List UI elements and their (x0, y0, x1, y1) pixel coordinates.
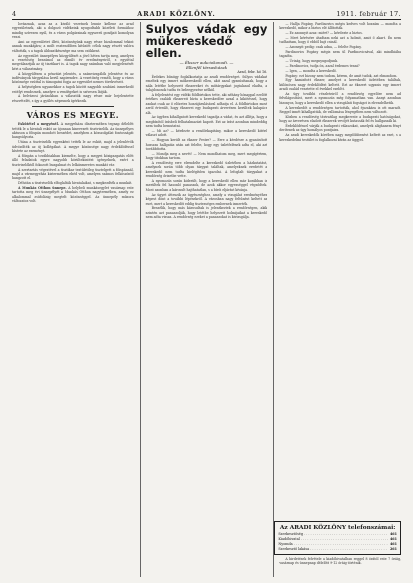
paragraph: Az ügyben kihallgatott kereskedő tagadja a vádat, és azt állítja, hogy a megbízótól írásbeli felhatalmazást kapott. Ezt az írást azonban mindeddig nem tudta bemutatni. (145, 115, 268, 129)
paragraph: Közben a rendőrség táviratilag megkereste a budapesti hatóságokat, hogy az árverésen eladott ékszerek vevőjét kutassák fel és hallgassák ki. (279, 114, 402, 124)
paragraph: Érdeklődéssel várják a budapesti válaszokat, amelyek alighanem fényt derítenek az ügy homályos pontjaira. (279, 124, 402, 133)
paragraph: A nyomozás során kiderült, hogy a kereskedő ellen már korábban is merültek fel hasonló panaszok, de azok akkor egyezséggel végződtek. Most azonban a károsult hajthatatlan, s a bírói eljárást kívánja. (145, 179, 268, 192)
paragraph: — Hallja Fogány, Pardinovics mégis kedves volt hozzám — mondta a kereskedő, mikor a biztos elé állították. (279, 22, 402, 31)
paragraph: Egy hamisított ékszer, amelyet a kereskedő üzletében találtak, különösen nagy érdeklődést keltett. Ezt az ékszert ugyanis egy ismert aradi család vesztette el évekkel ezelőtt. (279, 78, 402, 92)
paragraph: Érdekes bűnügy foglalkoztatja az aradi rendőrséget. Súlyos vádakat emeltek egy ismert műkereskedő ellen, akit azzal gyanúsítanak, hogy a nála letétbe helyezett ékszereket és műtárgyakat jogtalanul eladta, a tulajdonosok tudta és beleegyezése nélkül. (145, 75, 268, 93)
article-subhead-2: Ellenfél társasházak (185, 65, 228, 70)
paragraph: Beszélik, hogy más károsultak is jelentkeztek a rendőrségen, akik szintén azt panaszolják, hogy letétbe helyezett holmijaikat a kereskedő nem adta vissza. A rendőrség ezeket a panaszokat is kivizsgálja. (145, 206, 268, 220)
paragraph: A kereskedőt a rendőrségen tartották, ahol éjszakára is ott maradt. Reggel ismét kihallgatták, de vallomása lényegében nem változott. (279, 105, 402, 115)
paragraph: A helyiségben ugyanekkor a tagok között nagyobb szabású ismerkedő estélyt rendeznek, amelyre a vendégeket is szívesen látják. (12, 85, 134, 94)
masthead (12, 6, 401, 20)
page-number: 4 (12, 10, 17, 18)
telephone-box-title: Az ARADI KÖZLÖNY telefonszámai: (279, 525, 396, 531)
paragraph: A szertartás végeztével a tisztikar testületileg tisztelgett a főispánnál, majd a vármegyeház kistermében ebéd volt, amelyen számos felköszöntő hangzott el. (12, 167, 134, 181)
paragraph: — Ez azonnyit azaz: miért? — kérdezte a biztos. (285, 31, 363, 36)
paragraph: — Hogyan került az ékszer Pestre? — Erre a kérdésre a gyanúsított hosszas hallgatás után azt felelte, hogy egy üzletfelének adta el, aki azt továbbította. (145, 138, 268, 152)
section-lead-2: A Munkás Otthon ünnepe. (18, 185, 67, 190)
telephone-row: Szerkesztő lakása . . . 261 (278, 547, 397, 552)
telephone-row: Nyomda . . . 461 (278, 542, 397, 547)
paragraph: Az egyesület ünnepélyes közgyűlését a jövő héten tartja meg, amelyen a vezetőség beszámol az elmúlt év eredményeiről, s egyúttal megválasztják az új tisztikart is. A tagok nagy számban való megjelenését kéri a választmány. (12, 53, 134, 71)
paragraph: — Mondja meg a nevét! — Nem mondhatom meg, mert megígértem, hogy titokban tartom. (145, 151, 268, 161)
newspaper-page (12, 6, 401, 577)
column-1 (12, 22, 134, 577)
paragraph: Délután a tisztviselők elfoglalták hivatalaikat, s megkezdték a munkát. (18, 181, 133, 186)
divider (32, 106, 114, 107)
paragraph: — Pardinovics, tudja ön, azzal érdemes tenni? (285, 64, 360, 68)
paragraph: — Úriság, hogy megnyugodjunk. (285, 59, 339, 64)
issue-date: 1911. február 17. (336, 10, 401, 18)
paragraph: A főispán a továbbiakban kiemelte, hogy a megyei közigazgatás előtt álló feladatok egyre nagyobb körültekintést igényelnek, ezért a tisztviselőktől fokozott buzgalmat és lelkiismeretes munkát vár. (12, 153, 134, 167)
paper-name: ARADI KÖZLÖNY. (137, 10, 216, 18)
paragraph: Pardinovics Fogány mégis nem ül Pardinovicsával, aki mindhiába tagadta. (279, 50, 402, 59)
paragraph: A közgyűlésen a pénztári jelentés, a számvizsgálók jelentése és az indítványok tárgyalása kerül napirendre. A vezetőség reméli, hogy a város közönsége ezúttal is támogatni fogja az egyesület nemes törekvéseit. (12, 71, 134, 85)
advertising-note (279, 557, 401, 577)
section-lead: Eskütétel a megyénél. (18, 122, 59, 127)
article-subhead: — Ékszer aukciokonodi. — (179, 60, 234, 65)
paragraph: A belvárosi járásokban a választók nagy része már bejelentette részvételét, s így a gyűlés népesnek ígérkezik. (12, 94, 134, 103)
telephone-numbers-box (274, 521, 401, 555)
paragraph: — Mi az? — kérdezte a rendőrkapitány, mikor a kereskedő kitérő választ adott. (145, 129, 268, 138)
paragraph: — Igen, — mondta a kereskedő. (285, 68, 337, 73)
paragraph: A Munkás Otthon ünnepe. A helybeli munkásegylet vasárnap este tartotta meg évi ünnepélyét a Munkás Otthon nagytermében, amely ez alkalommal zsúfolásig megtelt közönséggel. Az ünnepély műsora változatos volt. (12, 185, 134, 204)
section-title: VÁROS ES MEGYE. (26, 110, 120, 121)
paragraph: A hirdetések felvétele a kiadóhivatalban reggel 8 órától este 7 óráig, vasárnap és ünnepnap délelőtt 9-12 óráig történik. (279, 557, 402, 566)
paragraph: — Mert kérésére átadtam neki azt a holmit, amit ő akart. Én nem tudhattam, hogy ő ebből bajt csinál. (279, 36, 402, 45)
paragraph: Az ügyet átteszik az ügyészséghez, amely a vizsgálat eredményéhez képest dönt a további lépésekről. A városban nagy feltűnést keltett az eset, mert a kereskedőt eddig tisztességes embernek ismerték. (145, 192, 268, 206)
paragraph: A rendőrség erre elrendelte a kereskedő üzletében a házkutatást, amelynek során több olyan tárgyat találtak, amelyeknek eredetét a kereskedő nem tudta kielégítően igazolni. A lefoglalt tárgyakat a rendőrség őrizetbe vette. (145, 161, 268, 179)
column-2 (140, 22, 268, 577)
telephone-row: Kiadóhivatal . . . 461 (278, 537, 397, 542)
paragraph: — Azonnyit pedig: csak adna, — felelte Fogány. (285, 45, 362, 50)
paragraph: Fogány: ezt bizony nem tudom, kérem, de amit tudok, azt elmondom. (285, 73, 398, 78)
telephone-row: Szerkesztőség . . . 461 (278, 532, 397, 537)
paragraph: Ami az egyesületet illeti, közönségünk nagy része bizalommal tekint annak munkájára; a múlt esztendőben kitűzött célok nagy részét valóra váltották, s a tagok áldozatkészsége ma sem csökkent. (12, 40, 134, 53)
paragraph: Az ügy további részleteiről a rendőrség egyelőre nem ad felvilágosítást, mert a nyomozás még folyamatban van. Annyi azonban bizonyos, hogy a kereskedő ellen a vizsgálati fogságot is elrendelhetik. (279, 92, 402, 105)
column-3 (273, 22, 401, 577)
article-headline: Sulyos vádak egy mükereskedő ellen. (145, 22, 268, 60)
article-dateline: Arad, febr. hó 16. (237, 70, 268, 74)
paragraph: lovásznak, azaz az a kiváló vezetnek lennie kellene az arad egyesületnek, aki a dolgozó vidékeink nyugodtabb közéleti formáihoz mindig szívesen nyúl, és a város polgárainak egyszerű gondjait komolyan veszi. (12, 22, 134, 40)
paragraph: Eskütétel a megyénél. A megyeháza dísztermében tegnap délelőtt tették le a hivatali esküt az újonnan kinevezett tisztviselők. Az ünnepélyes aktuson a főispán mondott beszédet, amelyben a közszolgálat fontosságát hangsúlyozta. (12, 122, 134, 140)
paragraph: A feljelentést egy vidéki földbirtokos tette, aki néhány hónappal ezelőtt értékes családi ékszereit bízta a kereskedőre azzal a kikötéssel, hogy azokat csak az ő előzetes hozzájárulásával adhatja el. A földbirtokos most arról értesült, hogy ékszerei egy budapesti árverésen kerültek kalapács alá. (145, 93, 268, 115)
paragraph: Az aradi kereskedők körében nagy megdöbbenést keltett az eset, s a kereskedelmi testület is foglalkozni kíván az üggyel. (279, 133, 402, 142)
paragraph: Utána a tisztviselők egyenként tették le az esküt, majd a jelenlévők üdvözölték az új kollégákat. A megye közönsége nagy érdeklődéssel kísérte az eseményt. (12, 140, 134, 154)
